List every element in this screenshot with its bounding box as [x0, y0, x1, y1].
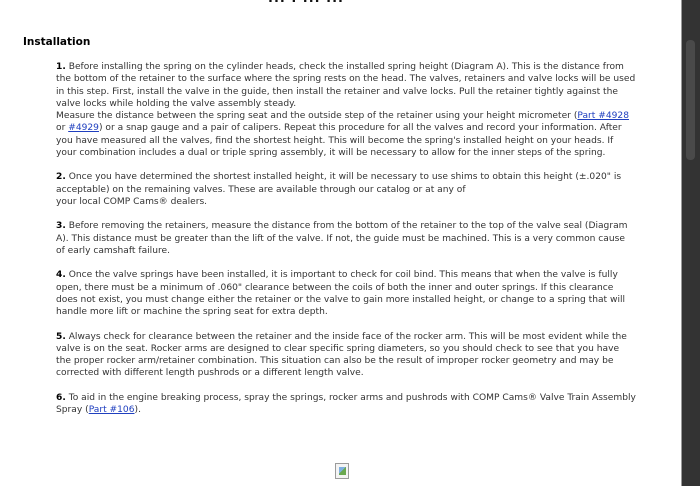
step-text: Once the valve springs have been installed, it is important to check for coil bind. This means that when the valve is fully open, there must be a minimum of .060" clearance between the coils of both the inner and outer springs. If this clearance does not exist, you must change either the retainer or the valve to gain more installed height, or change to a spring that will handle more lift or machine the spring seat for extra depth.	[56, 270, 626, 317]
step-number: 4.	[56, 270, 66, 281]
part-4929-link[interactable]: #4929	[68, 123, 99, 134]
step-text: To aid in the engine breaking process, spray the springs, rocker arms and pushrods with COMP Cams® Valve Train Assembly Spray (	[56, 392, 636, 415]
top-strip	[0, 0, 681, 6]
step-number: 5.	[56, 331, 66, 342]
step-2	[56, 171, 636, 208]
vertical-scrollbar[interactable]	[682, 0, 700, 486]
step-text: Once you have determined the shortest installed height, it will be necessary to use shims to obtain this height (±.020" is acceptable) on the remaining valves. These are available through our catalog or at any of	[56, 172, 622, 195]
scrollbar-thumb[interactable]	[686, 40, 695, 160]
step-number: 2.	[56, 172, 66, 183]
step-number: 1.	[56, 62, 66, 72]
section-title: Installation	[23, 36, 91, 48]
steps-content	[56, 61, 636, 429]
broken-image-icon	[335, 463, 349, 479]
step-text: Before removing the retainers, measure the distance from the bottom of the retainer to the top of the valve seal (Diagram A). This distance must be greater than the lift of the valve. If not, the guide must be machined. This is a very common cause of early camshaft failure.	[56, 221, 628, 256]
step-text: ).	[134, 405, 141, 415]
step-text: ) or a snap gauge and a pair of calipers. Repeat this procedure for all the valves and record your information. After you have measured all the valves, find the shortest height. This will become the spring's installed height on your heads. If your combination includes a dual or triple spring assembly, it will be necessary to allow for the inner steps of the spring.	[56, 123, 622, 158]
step-text: Before installing the spring on the cylinder heads, check the installed spring height (Diagram A). This is the distance from the bottom of the retainer to the surface where the spring rests on the head. The valves, retainers and valve locks will be used in this step. First, install the valve in the guide, then install the retainer and valve locks. Pull the retainer tightly against the valve locks while holding the valve assembly steady.	[56, 62, 636, 109]
step-4	[56, 269, 636, 318]
part-4928-link[interactable]: Part #4928	[577, 111, 629, 121]
step-6	[56, 392, 636, 417]
step-text: Always check for clearance between the retainer and the inside face of the rocker arm. This will be most evident while the valve is on the seat. Rocker arms are designed to clear specific spring diameters, so you should check to see that you have the proper rocker arm/retainer combination. This situation can also be the result of improper rocker geometry and may be corrected with different length pushrods or a different length valve.	[56, 331, 627, 379]
step-number: 3.	[56, 221, 66, 232]
step-number: 6.	[56, 392, 66, 403]
step-5	[56, 331, 636, 380]
step-text: your local COMP Cams® dealers.	[56, 196, 208, 207]
step-3	[56, 220, 636, 257]
step-1	[56, 61, 636, 159]
part-106-link[interactable]: Part #106	[88, 405, 135, 415]
cropped-heading	[268, 0, 344, 6]
step-text: or	[56, 123, 69, 134]
image-glyph	[339, 467, 346, 475]
step-text: Measure the distance between the spring seat and the outside step of the retainer using your height micrometer (	[56, 111, 578, 121]
